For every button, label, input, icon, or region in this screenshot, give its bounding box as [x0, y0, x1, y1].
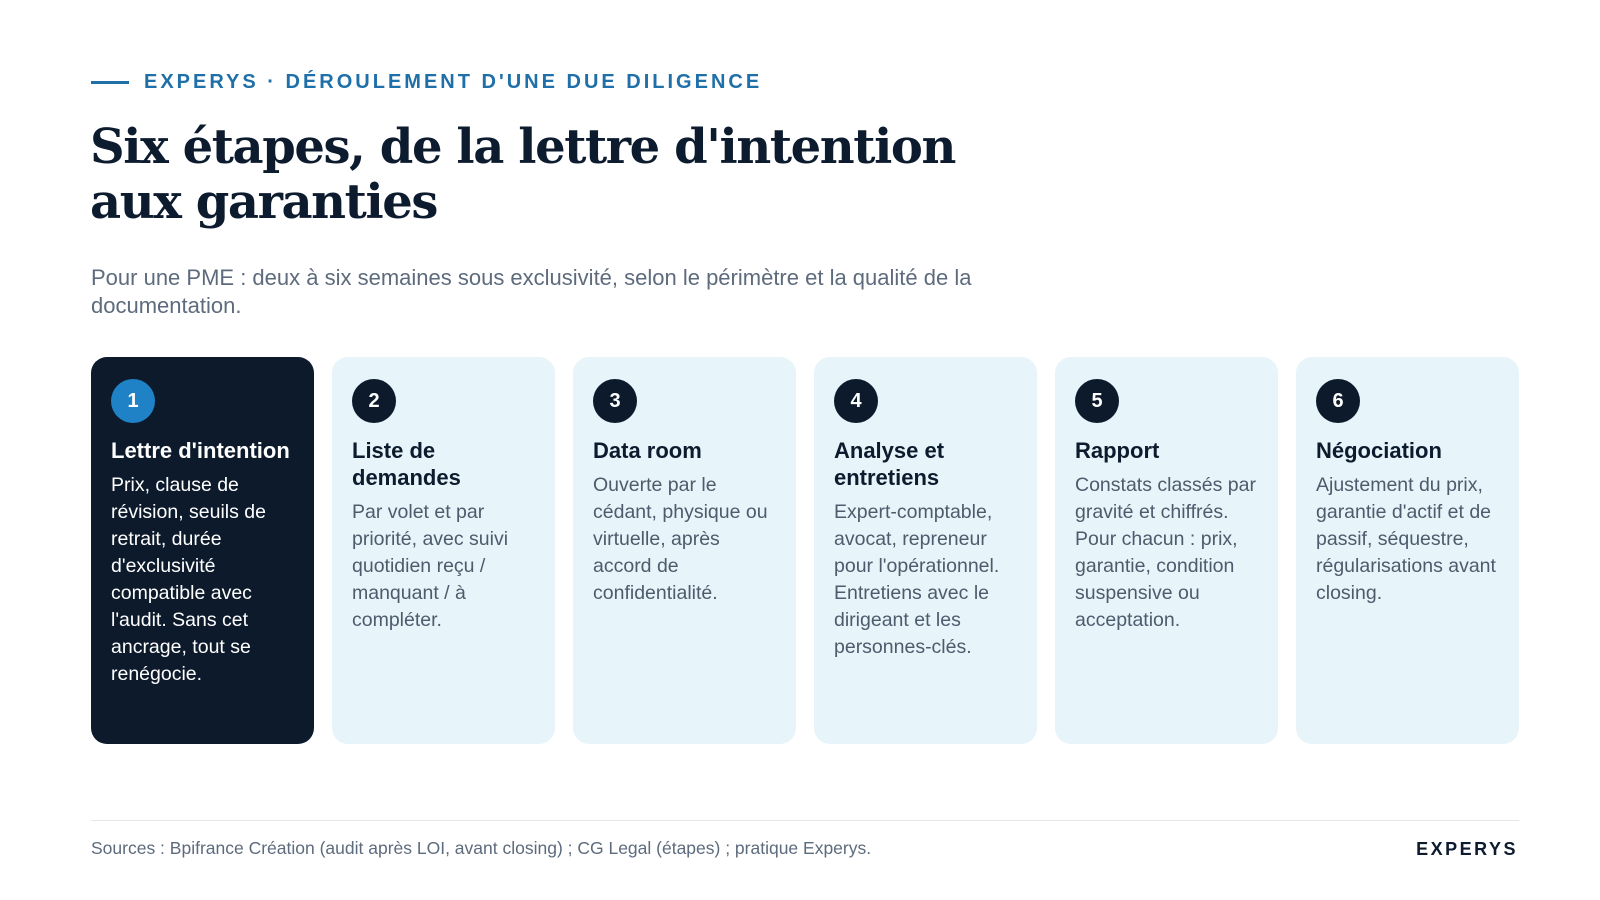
step-card-4: [814, 357, 1037, 744]
step-title: Liste de demandes: [352, 438, 461, 490]
eyebrow: [91, 71, 762, 94]
step-number-badge: 2: [352, 379, 396, 423]
step-number-badge: 5: [1075, 379, 1119, 423]
step-title: Rapport: [1075, 438, 1160, 463]
page-subtitle: Pour une PME : deux à six semaines sous exclusivité, selon le périmètre et la qualité de la documentation.: [91, 265, 972, 318]
page-title: Six étapes, de la lettre d'intention aux garanties: [90, 119, 956, 230]
step-card-6: [1296, 357, 1519, 744]
step-title: Data room: [593, 438, 702, 463]
eyebrow-text: EXPERYS · DÉROULEMENT D'UNE DUE DILIGENCE: [144, 71, 763, 93]
step-number-badge: 3: [593, 379, 637, 423]
step-number-badge: 6: [1316, 379, 1360, 423]
brand-wordmark: EXPERYS: [1416, 839, 1518, 859]
step-description: Ajustement du prix, garantie d'actif et de passif, séquestre, régularisations avant closing.: [1316, 474, 1496, 604]
step-title: Négociation: [1316, 438, 1442, 463]
step-number-badge: 1: [111, 379, 155, 423]
step-card-1: [91, 357, 314, 744]
step-title: Analyse et entretiens: [834, 438, 945, 490]
step-card-3: [573, 357, 796, 744]
step-card-2: [332, 357, 555, 744]
step-title: Lettre d'intention: [111, 438, 290, 463]
sources-note: Sources : Bpifrance Création (audit après LOI, avant closing) ; CG Legal (étapes) ; pratique Experys.: [91, 838, 872, 858]
step-card-5: [1055, 357, 1278, 744]
step-description: Constats classés par gravité et chiffrés. Pour chacun : prix, garantie, condition suspensive ou acceptation.: [1075, 474, 1256, 631]
step-description: Prix, clause de révision, seuils de retrait, durée d'exclusivité compatible avec l'audit. Sans cet ancrage, tout se renégocie.: [111, 474, 266, 685]
eyebrow-rule: [91, 81, 129, 84]
step-number-badge: 4: [834, 379, 878, 423]
step-description: Ouverte par le cédant, physique ou virtuelle, après accord de confidentialité.: [593, 474, 768, 604]
steps-row: [91, 357, 1519, 744]
step-description: Par volet et par priorité, avec suivi quotidien reçu / manquant / à compléter.: [352, 501, 509, 631]
step-description: Expert-comptable, avocat, repreneur pour l'opérationnel. Entretiens avec le dirigeant et les personnes-clés.: [834, 501, 1000, 658]
footer-divider: [91, 820, 1519, 821]
